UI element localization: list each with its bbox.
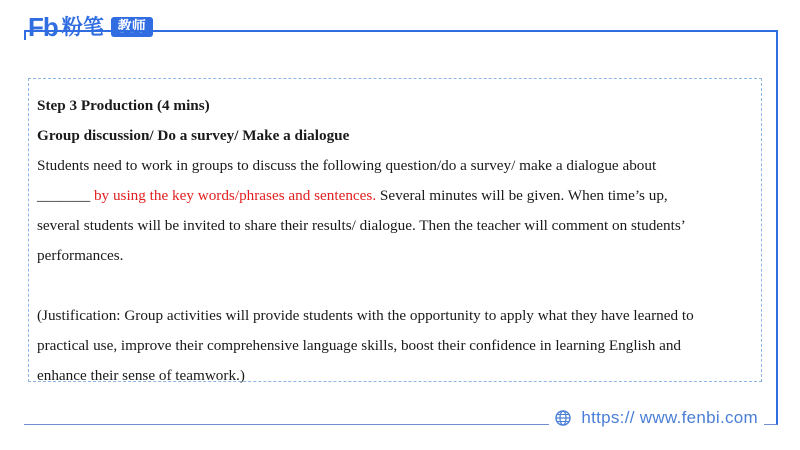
justification-line-2: practical use, improve their comprehensive language skills, boost their confidence in learning English and <box>37 337 682 354</box>
highlighted-phrase: by using the key words/phrases and sentences. <box>90 187 377 204</box>
instruction-line-1: Students need to work in groups to discuss the following question/do a survey/ make a dialogue about <box>37 157 657 174</box>
instruction-line-3: several students will be invited to share their results/ dialogue. Then the teacher will comment on students’ <box>37 217 686 234</box>
justification-line-3: enhance their sense of teamwork.) <box>37 367 245 384</box>
logo-mark: Fb <box>28 12 58 42</box>
paragraph-gap <box>37 271 761 301</box>
footer-link[interactable] <box>549 408 764 428</box>
content-box <box>28 78 762 382</box>
website-url[interactable]: https:// www.fenbi.com <box>581 408 758 427</box>
logo-tag: 教师 <box>111 17 153 38</box>
instruction-line-4: performances. <box>37 247 124 264</box>
frame-corner <box>24 30 26 40</box>
globe-icon <box>555 410 571 426</box>
step-heading: Step 3 Production (4 mins) <box>37 97 210 114</box>
blank-placeholder: _______ <box>37 187 91 204</box>
logo-brand-name: 粉笔 <box>61 14 104 39</box>
instruction-line-2-rest: Several minutes will be given. When time’s up, <box>376 187 668 204</box>
activity-subheading: Group discussion/ Do a survey/ Make a dialogue <box>37 127 350 144</box>
justification-line-1: (Justification: Group activities will provide students with the opportunity to apply what they have learned to <box>37 307 694 324</box>
instruction-line-2 <box>37 181 761 211</box>
